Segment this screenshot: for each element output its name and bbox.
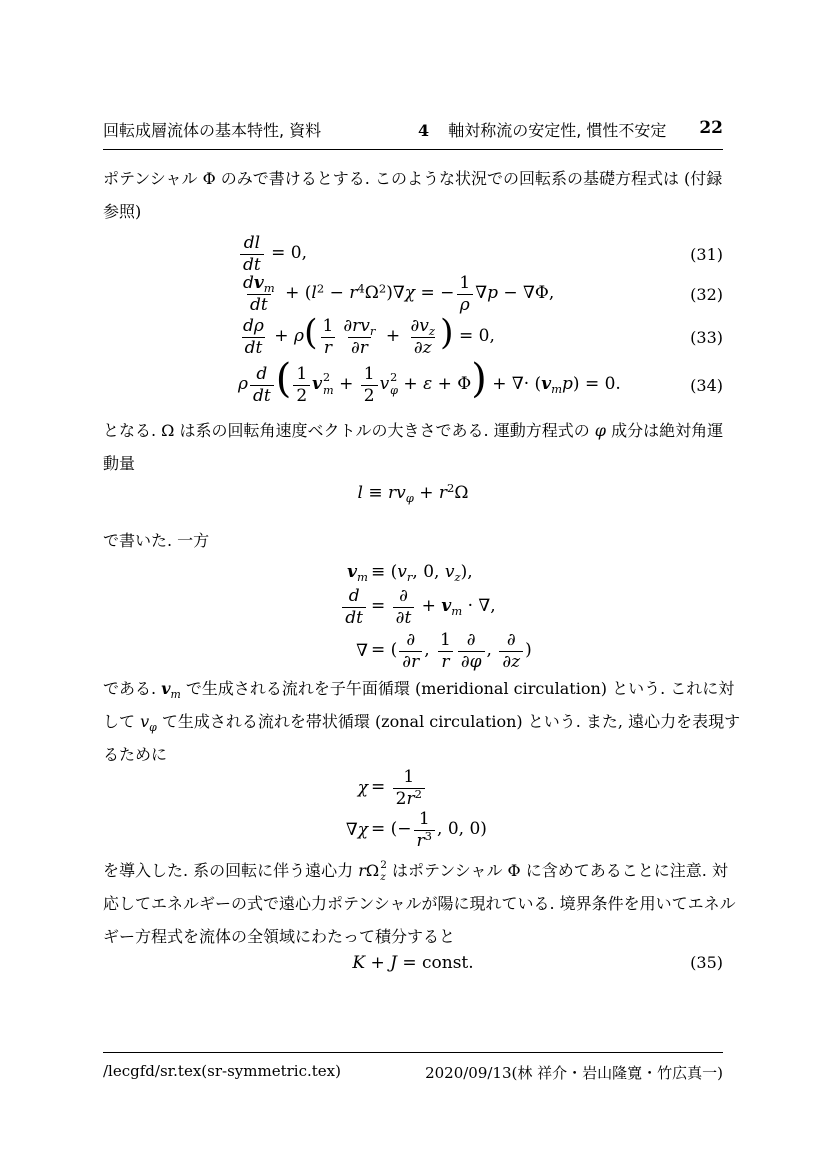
- header-doc-title: 回転成層流体の基本特性, 資料: [103, 121, 322, 140]
- paragraph-circulation: [103, 672, 741, 771]
- equation-body: $\frac{d\rho}{dt}$ + ρ( $\frac{1}{r}$ $\frac{\partial rv_r}{\partial r}$ + $\frac{\partial v_z}{\partial z}$ ) = 0,: [243, 313, 495, 358]
- equation-32: [103, 274, 723, 314]
- equation-lhs: ∇: [356, 641, 368, 661]
- equation-body: ρ $\frac{d}{dt}$ ( $\frac{1}{2}$ v 2 m + $\frac{1}{2}$ v 2 φ + ε + Φ) + ∇· $(v_mp) = 0$.: [238, 356, 621, 406]
- paragraph-kaita: [103, 524, 723, 557]
- equation-group-31-34: [103, 234, 723, 410]
- text-line: ポテンシャル Φ のみで書けるとする. このような状況での回転系の基礎方程式は (付録: [103, 169, 723, 188]
- equation-33: [103, 314, 723, 360]
- equation-body: $\frac{dv_m}{dt}$ + $(l^2 - r^4\Omega^2)\nabla\chi$ = − $\frac{1}{\rho}$ ∇p − ∇Φ,: [243, 273, 555, 315]
- equation-rhs: = ( $\frac{\partial}{\partial r}$ , $\frac{1}{r}$ $\frac{\partial}{\partial\varphi}$ , $\frac{\partial}{\partial z}$ ): [371, 630, 532, 672]
- text-line: で書いた. 一方: [103, 531, 210, 550]
- equation-lhs: ∇χ: [345, 820, 368, 840]
- paragraph-energy: [103, 854, 736, 953]
- text-line: るために: [103, 745, 168, 764]
- equation-lhs: $\frac{d}{dt}$: [103, 586, 368, 627]
- equation-number-34: (34): [690, 375, 723, 395]
- equation-31: [103, 234, 723, 274]
- equation-body: $\frac{dl}{dt}$ = 0,: [238, 233, 307, 274]
- equation-number-33: (33): [690, 327, 723, 347]
- paragraph-omega: [103, 414, 723, 480]
- equation-number-31: (31): [690, 244, 723, 264]
- paragraph-intro: [103, 162, 723, 228]
- header-section-number: 4: [418, 121, 430, 140]
- header-page-number: 22: [699, 118, 723, 138]
- text-line: である. $v_m$ で生成される流れを子午面循環 (meridional circulation) という. これに対: [103, 679, 735, 701]
- text-line: して $v_\varphi$ て生成される流れを帯状循環 (zonal circulation) という. また, 遠心力を表現す: [103, 712, 741, 734]
- equation-number-35: (35): [690, 953, 723, 972]
- text-line: 応してエネルギーの式で遠心力ポテンシャルが陽に現れている. 境界条件を用いてエネル: [103, 894, 736, 913]
- equation-group-chi: [103, 768, 723, 852]
- page-header: [103, 118, 723, 150]
- equation-vm: [103, 558, 723, 586]
- equation-rhs: = $\frac{\partial}{\partial t}$ + $v_m$ · ∇,: [371, 586, 496, 628]
- equation-rhs: = $\frac{1}{2r^2}$: [368, 767, 427, 808]
- equation-rhs: ≡ ($v_r$, 0, $v_z$),: [371, 562, 473, 585]
- equation-group-vm: [103, 558, 723, 674]
- equation-l-definition: $l \equiv rv_\varphi + r^2\Omega$: [357, 481, 469, 506]
- page-footer: [103, 1052, 723, 1083]
- equation-34: [103, 356, 723, 410]
- header-section: [418, 118, 666, 141]
- text-line: となる. Ω は系の回転角速度ベクトルの大きさである. 運動方程式の φ 成分は絶対角運: [103, 421, 724, 440]
- footer-date-authors: 2020/09/13(林 祥介・岩山隆寛・竹広真一): [425, 1064, 723, 1082]
- equation-35: [103, 948, 723, 978]
- equation-chi: [103, 768, 723, 808]
- equation-grad-chi: [103, 808, 723, 852]
- equation-lhs: χ: [357, 778, 368, 798]
- equation-ddt: [103, 586, 723, 628]
- footer-file-path: /lecgfd/sr.tex(sr-symmetric.tex): [103, 1062, 341, 1080]
- text-line: を導入した. 系の回転に伴う遠心力 rΩ 2 z はポテンシャル Φ に含めてあることに注意. 対: [103, 858, 728, 883]
- text-line: 参照): [103, 202, 142, 221]
- text-line: ギー方程式を流体の全領域にわたって積分すると: [103, 927, 456, 946]
- equation-body: K + J = const.: [352, 953, 474, 973]
- text-line: 動量: [103, 454, 136, 473]
- header-section-title: 軸対称流の安定性, 慣性不安定: [448, 121, 667, 140]
- equation-rhs: = (− $\frac{1}{r^3}$ , 0, 0): [371, 809, 487, 851]
- equation-lhs: $v_m$: [347, 562, 368, 585]
- equation-number-32: (32): [690, 284, 723, 304]
- equation-nabla: [103, 628, 723, 674]
